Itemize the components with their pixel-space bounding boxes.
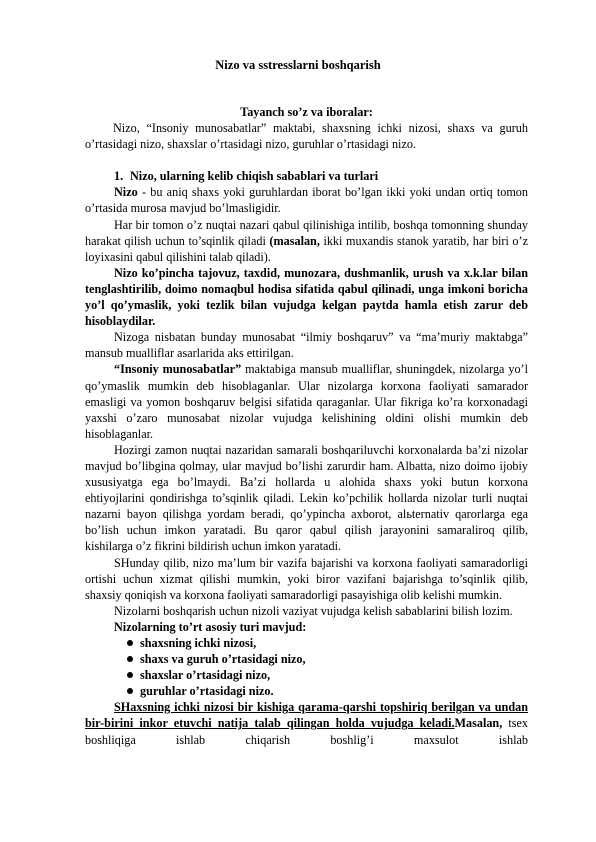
section-heading	[85, 168, 528, 184]
list-item: shaxs va guruh o’rtasidagi nizo,	[85, 651, 528, 667]
example-label-2: Masalan,	[454, 716, 503, 731]
bullet-icon	[127, 672, 133, 678]
bullet-icon	[127, 656, 133, 662]
paragraph-management: Nizolarni boshqarish uchun nizoli vaziyat vujudga kelish sabablarini bilish lozim.	[114, 603, 513, 618]
list-item: guruhlar o’rtasidagi nizo.	[85, 683, 528, 699]
paragraph-modern-view: Hozirgi zamon nuqtai nazaridan samarali boshqariluvchi korxonalarda ba’zi nizolar mavjud bo’libgina qolmay, ular mavjud bo’lishi zarurdir ham. Albatta, nizo doimo ijobiy xususiyatga ega bo’lmaydi. Ba’zi hollarda u alohida shaxs yoki butun korxona ehtiyojlarini qondirishga to’sqinlik qiladi. Lekin ko’pchilik hollarda nizolar turli nuqtai nazarni bayon qilishga yordam beradi, qo’ypincha axborot, alьternativ qarorlarga ega bo’lish uchun imkon yaratadi. Bu qaror qabul qilish jarayonini samaraliroq qilib, kishilarga o’z fikrini bildirish uchun imkon yaratadi.	[85, 442, 528, 554]
keywords-heading: Tayanch so’z va iboralar:	[240, 105, 373, 119]
bullet-icon	[127, 688, 133, 694]
paragraph-definition	[85, 184, 528, 216]
example-label: (masalan,	[269, 233, 320, 248]
definition-text: - bu aniq shaxs yoki guruhlardan iborat bo’lgan ikki yoki undan ortiq tomon o’rtasida murosa mavjud bo’lmasligidir.	[85, 185, 528, 216]
paragraph-example	[85, 217, 528, 265]
conflict-types-list	[85, 635, 528, 699]
types-heading: Nizolarning to’rt asosiy turi mavjud:	[114, 619, 307, 634]
document-title: Nizo va sstresslarni boshqarish	[215, 58, 381, 72]
paragraph-types-heading	[85, 619, 528, 635]
bullet-icon	[127, 640, 133, 646]
section-title: Nizo, ularning kelib chiqish sabablari va turlari	[130, 169, 379, 184]
document-body	[85, 0, 528, 748]
example-text: Har bir tomon o’z nuqtai nazari qabul qilinishiga intilib, boshqa tomonning shunday harakat qilish uchun to’sqinlik qiladi	[85, 217, 528, 248]
paragraph-conclusion: SHunday qilib, nizo ma’lum bir vazifa bajarishi va korxona faoliyati samaradorligi ortishi uchun xizmat qilishi mumkin, yoki biror vazifani bajarishga to’sqinlik qilib, shaxsiy qoniqish va korxona faoliyati samaradorligi pasayishiga olib kelishi mumkin.	[85, 555, 528, 602]
list-item: shaxsning ichki nizosi,	[85, 635, 528, 651]
paragraph-schools: Nizoga nisbatan bunday munosabat “ilmiy boshqaruv” va “ma’muriy maktabga” mansub mualliflar asarlarida aks ettirilgan.	[85, 330, 528, 361]
list-item: shaxslar o’rtasidagi nizo,	[85, 667, 528, 683]
human-relations-text: maktabiga mansub mualliflar, shuningdek, nizolarga yo’l qo’ymaslik mumkin deb hisoblaganlar. Ular nizolarga korxona faoliyati samarador emasligi va yomon boshqaruv belgisi sifatida qaraganlar. Ular fikriga ko’ra korxonadagi yaxshi o’zaro munosabat nizolar vujudga kelishining oldini olishi mumkin deb hisoblaganlar.	[85, 362, 528, 441]
human-relations-term: “Insoniy munosabatlar”	[114, 362, 242, 377]
keywords-paragraph: Nizo, “Insoniy munosabatlar” maktabi, shaxsning ichki nizosi, shaxs va guruh o’rtasidagi nizo, shaxslar o’rtasidagi nizo, guruhlar o’rtasidagi nizo.	[85, 121, 528, 152]
internal-conflict-text: tsex boshliqiga ishlab chiqarish boshlig’i maxsulot ishlab	[85, 716, 529, 747]
paragraph-internal-conflict	[85, 699, 528, 747]
bold-statement: Nizo ko’pincha tajovuz, taxdid, munozara, dushmanlik, urush va x.k.lar bilan tenglashtirilib, doimo nomaqbul hodisa sifatida qabul qilinadi, unga imkoni boricha yo’l qo’ymaslik, yoki tezlik bilan vujudga kelgan paytda hamla etish zarur deb hisoblaydilar.	[85, 265, 528, 329]
example-text-2: ikki muxandis stanok yaratib, har biri o’z loyixasini qabul qilishini talab qiladi).	[85, 233, 528, 264]
section-number: 1.	[114, 169, 124, 184]
term-nizo: Nizo	[114, 185, 138, 200]
underlined-definition: SHaxsning ichki nizosi bir kishiga qarama-qarshi topshiriq berilgan va undan bir-birini inkor etuvchi natija talab qilingan holda vujudga keladi.	[85, 700, 528, 731]
paragraph-human-relations	[85, 361, 528, 441]
paragraph-bold-statement	[85, 265, 528, 329]
